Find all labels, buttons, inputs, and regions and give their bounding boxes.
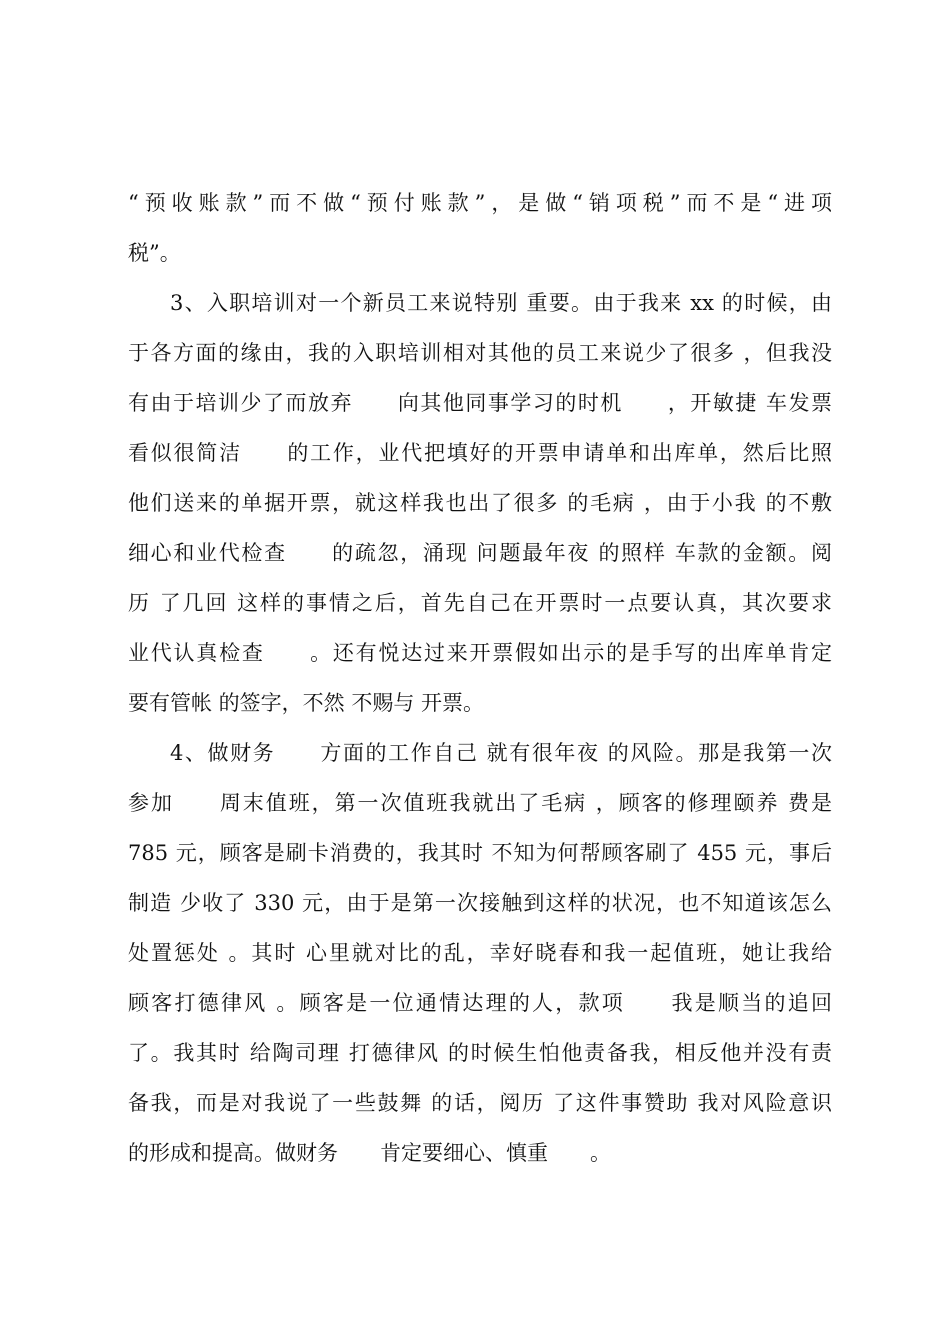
- text-line: 细心和业代检查 的疏忽，涌现 问题最年夜 的照样 车款的金额。阅: [128, 541, 832, 565]
- text-line: 处置惩处 。其时 心里就对比的乱，幸好晓春和我一起值班，她让我给: [128, 941, 832, 965]
- text-line: 业代认真检查 。还有悦达过来开票假如出示的是手写的出库单肯定: [128, 641, 832, 665]
- text-line: 了。我其时 给陶司理 打德律风 的时候生怕他责备我，相反他并没有责: [128, 1041, 832, 1065]
- text-line: 要有管帐 的签字，不然 不赐与 开票。: [128, 691, 485, 715]
- paragraph-3-first-line: 3、入职培训对一个新员工来说特别 重要。由于我来 xx 的时候，由: [170, 291, 832, 315]
- text-line: 历 了几回 这样的事情之后，首先自己在开票时一点要认真，其次要求: [128, 591, 832, 615]
- text-line: 参加 周末值班，第一次值班我就出了毛病 ，顾客的修理颐养 费是: [128, 791, 832, 815]
- text-line: 于各方面的缘由，我的入职培训相对其他的员工来说少了很多 ，但我没: [128, 341, 832, 365]
- text-line: 税”。: [128, 241, 181, 265]
- text-line: 的形成和提高。做财务 肯定要细心、慎重 。: [128, 1141, 611, 1165]
- text-line: 785 元，顾客是刷卡消费的，我其时 不知为何帮顾客刷了 455 元，事后: [128, 841, 832, 865]
- text-line: 备我，而是对我说了一些鼓舞 的话，阅历 了这件事赞助 我对风险意识: [128, 1091, 832, 1115]
- text-line: 有由于培训少了而放弃 向其他同事学习的时机 ，开敏捷 车发票: [128, 391, 832, 415]
- text-line: “预收账款”而不做“预付账款”，是做“销项税”而不是“进项: [128, 191, 832, 215]
- paragraph-4-first-line: 4、做财务 方面的工作自己 就有很年夜 的风险。那是我第一次: [170, 741, 832, 765]
- text-line: 顾客打德律风 。顾客是一位通情达理的人，款项 我是顺当的追回: [128, 991, 832, 1015]
- text-line: 他们送来的单据开票，就这样我也出了很多 的毛病 ，由于小我 的不敷: [128, 491, 832, 515]
- text-line: 看似很简洁 的工作，业代把填好的开票申请单和出库单，然后比照: [128, 441, 832, 465]
- text-line: 制造 少收了 330 元，由于是第一次接触到这样的状况，也不知道该怎么: [128, 891, 832, 915]
